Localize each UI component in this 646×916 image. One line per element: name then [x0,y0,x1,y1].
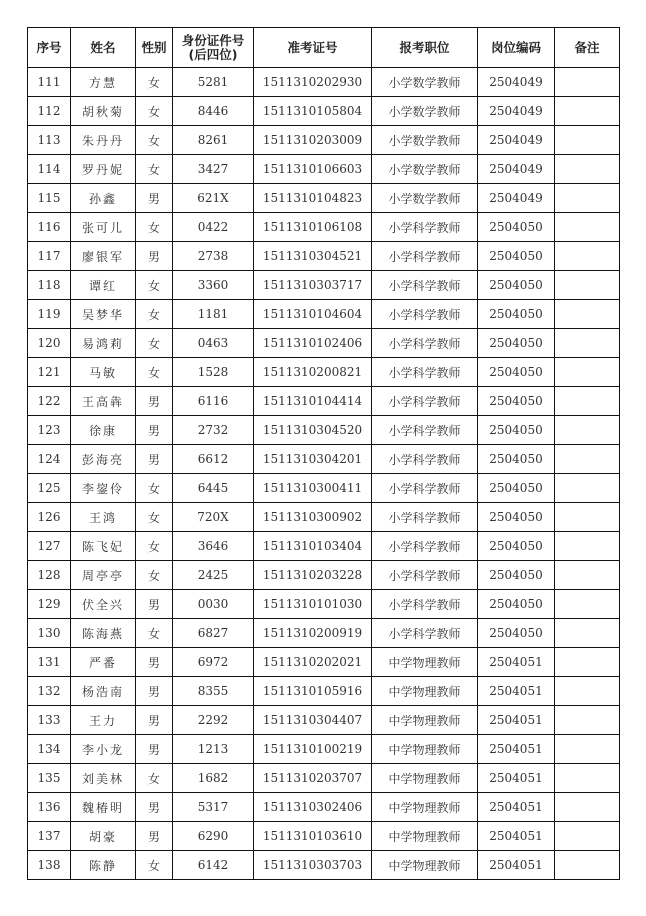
cell-exam-number: 1511310105804 [254,97,372,126]
cell-position: 小学科学教师 [372,271,478,300]
header-remarks: 备注 [555,28,620,68]
cell-id-last4: 2425 [173,561,254,590]
cell-exam-number: 1511310106108 [254,213,372,242]
cell-index: 128 [28,561,71,590]
cell-position-code: 2504050 [478,590,555,619]
table-row [28,416,620,445]
cell-id-last4: 3360 [173,271,254,300]
candidate-table [27,27,620,880]
table-row [28,213,620,242]
cell-id-last4: 8261 [173,126,254,155]
cell-name: 刘美林 [71,764,136,793]
cell-index: 124 [28,445,71,474]
cell-remarks [555,619,620,648]
table-row [28,155,620,184]
cell-exam-number: 1511310304201 [254,445,372,474]
cell-exam-number: 1511310100219 [254,735,372,764]
table-row [28,300,620,329]
cell-position: 小学科学教师 [372,561,478,590]
cell-exam-number: 1511310203707 [254,764,372,793]
cell-index: 131 [28,648,71,677]
cell-position-code: 2504051 [478,677,555,706]
cell-position-code: 2504051 [478,706,555,735]
table-row [28,822,620,851]
cell-exam-number: 1511310200821 [254,358,372,387]
cell-exam-number: 1511310104604 [254,300,372,329]
cell-gender: 男 [136,184,173,213]
cell-index: 115 [28,184,71,213]
cell-remarks [555,590,620,619]
cell-name: 陈海燕 [71,619,136,648]
cell-position: 小学科学教师 [372,213,478,242]
cell-position: 中学物理教师 [372,851,478,880]
cell-exam-number: 1511310302406 [254,793,372,822]
table-row [28,619,620,648]
cell-name: 朱丹丹 [71,126,136,155]
cell-position: 小学科学教师 [372,503,478,532]
cell-name: 陈飞妃 [71,532,136,561]
cell-position-code: 2504050 [478,387,555,416]
cell-gender: 男 [136,677,173,706]
cell-exam-number: 1511310203009 [254,126,372,155]
cell-position-code: 2504050 [478,445,555,474]
cell-exam-number: 1511310300902 [254,503,372,532]
table-row [28,532,620,561]
cell-index: 137 [28,822,71,851]
cell-index: 123 [28,416,71,445]
cell-position: 中学物理教师 [372,706,478,735]
table-row [28,764,620,793]
table-row [28,561,620,590]
cell-id-last4: 3427 [173,155,254,184]
cell-position: 中学物理教师 [372,793,478,822]
cell-id-last4: 6290 [173,822,254,851]
cell-name: 廖银军 [71,242,136,271]
cell-position-code: 2504050 [478,503,555,532]
cell-position: 小学科学教师 [372,619,478,648]
cell-remarks [555,822,620,851]
cell-gender: 女 [136,155,173,184]
cell-position-code: 2504050 [478,242,555,271]
cell-id-last4: 720X [173,503,254,532]
cell-id-last4: 2292 [173,706,254,735]
cell-index: 129 [28,590,71,619]
cell-position: 小学科学教师 [372,358,478,387]
table-row [28,68,620,97]
table-row [28,590,620,619]
cell-remarks [555,503,620,532]
cell-exam-number: 1511310304407 [254,706,372,735]
cell-exam-number: 1511310104823 [254,184,372,213]
cell-index: 119 [28,300,71,329]
cell-index: 111 [28,68,71,97]
cell-remarks [555,764,620,793]
cell-name: 胡秋菊 [71,97,136,126]
cell-remarks [555,329,620,358]
table-row [28,97,620,126]
cell-position-code: 2504051 [478,735,555,764]
cell-gender: 男 [136,793,173,822]
cell-gender: 男 [136,735,173,764]
cell-exam-number: 1511310304521 [254,242,372,271]
cell-position: 小学数学教师 [372,184,478,213]
cell-gender: 女 [136,68,173,97]
cell-position-code: 2504049 [478,155,555,184]
table-row [28,793,620,822]
header-position: 报考职位 [372,28,478,68]
table-row [28,503,620,532]
cell-remarks [555,387,620,416]
cell-name: 周亭亭 [71,561,136,590]
cell-name: 王鸿 [71,503,136,532]
cell-gender: 女 [136,851,173,880]
cell-gender: 女 [136,126,173,155]
cell-gender: 女 [136,358,173,387]
table-row [28,851,620,880]
cell-name: 谭红 [71,271,136,300]
cell-id-last4: 2732 [173,416,254,445]
cell-position: 小学数学教师 [372,155,478,184]
cell-remarks [555,242,620,271]
table-row [28,242,620,271]
table-row [28,648,620,677]
cell-exam-number: 1511310203228 [254,561,372,590]
cell-remarks [555,851,620,880]
cell-remarks [555,677,620,706]
cell-position-code: 2504050 [478,619,555,648]
cell-remarks [555,68,620,97]
cell-position-code: 2504050 [478,561,555,590]
cell-position: 小学数学教师 [372,126,478,155]
cell-index: 134 [28,735,71,764]
cell-exam-number: 1511310303717 [254,271,372,300]
cell-position: 小学科学教师 [372,445,478,474]
cell-id-last4: 6142 [173,851,254,880]
cell-id-last4: 6972 [173,648,254,677]
cell-name: 孙鑫 [71,184,136,213]
cell-position: 小学数学教师 [372,68,478,97]
cell-exam-number: 1511310202021 [254,648,372,677]
cell-id-last4: 8355 [173,677,254,706]
cell-index: 138 [28,851,71,880]
cell-position: 中学物理教师 [372,677,478,706]
cell-exam-number: 1511310304520 [254,416,372,445]
table-row [28,677,620,706]
cell-position-code: 2504050 [478,532,555,561]
cell-exam-number: 1511310303703 [254,851,372,880]
cell-exam-number: 1511310300411 [254,474,372,503]
cell-name: 易鸿莉 [71,329,136,358]
cell-position-code: 2504051 [478,764,555,793]
cell-remarks [555,358,620,387]
cell-index: 126 [28,503,71,532]
cell-position-code: 2504051 [478,793,555,822]
cell-position-code: 2504050 [478,358,555,387]
header-row [28,28,620,68]
cell-position: 小学科学教师 [372,300,478,329]
header-index: 序号 [28,28,71,68]
cell-name: 严番 [71,648,136,677]
cell-gender: 男 [136,706,173,735]
cell-position-code: 2504051 [478,851,555,880]
cell-id-last4: 8446 [173,97,254,126]
cell-name: 马敏 [71,358,136,387]
cell-gender: 女 [136,619,173,648]
table-row [28,184,620,213]
cell-name: 陈静 [71,851,136,880]
cell-name: 方慧 [71,68,136,97]
table-row [28,126,620,155]
cell-name: 伏全兴 [71,590,136,619]
cell-position-code: 2504050 [478,474,555,503]
cell-position-code: 2504049 [478,184,555,213]
cell-index: 136 [28,793,71,822]
cell-id-last4: 3646 [173,532,254,561]
cell-position: 小学科学教师 [372,474,478,503]
cell-position: 小学科学教师 [372,329,478,358]
cell-name: 张可儿 [71,213,136,242]
cell-gender: 女 [136,300,173,329]
cell-index: 122 [28,387,71,416]
header-gender: 性别 [136,28,173,68]
cell-index: 132 [28,677,71,706]
cell-id-last4: 1528 [173,358,254,387]
cell-position: 小学科学教师 [372,387,478,416]
cell-index: 121 [28,358,71,387]
cell-id-last4: 5281 [173,68,254,97]
cell-gender: 女 [136,213,173,242]
cell-exam-number: 1511310104414 [254,387,372,416]
cell-id-last4: 0463 [173,329,254,358]
cell-remarks [555,184,620,213]
cell-position: 小学科学教师 [372,532,478,561]
cell-gender: 女 [136,764,173,793]
header-exam-number: 准考证号 [254,28,372,68]
table-row [28,445,620,474]
cell-name: 魏椿明 [71,793,136,822]
cell-position-code: 2504050 [478,416,555,445]
cell-index: 112 [28,97,71,126]
cell-name: 彭海亮 [71,445,136,474]
cell-gender: 女 [136,474,173,503]
cell-position-code: 2504050 [478,329,555,358]
cell-index: 116 [28,213,71,242]
cell-exam-number: 1511310101030 [254,590,372,619]
cell-index: 127 [28,532,71,561]
cell-exam-number: 1511310105916 [254,677,372,706]
cell-position: 小学数学教师 [372,97,478,126]
table-row [28,735,620,764]
cell-gender: 女 [136,271,173,300]
cell-remarks [555,213,620,242]
cell-id-last4: 0422 [173,213,254,242]
cell-name: 胡豪 [71,822,136,851]
cell-index: 118 [28,271,71,300]
cell-remarks [555,155,620,184]
cell-exam-number: 1511310102406 [254,329,372,358]
cell-id-last4: 1213 [173,735,254,764]
cell-id-last4: 0030 [173,590,254,619]
cell-remarks [555,271,620,300]
cell-position: 中学物理教师 [372,764,478,793]
cell-remarks [555,445,620,474]
cell-index: 125 [28,474,71,503]
cell-index: 135 [28,764,71,793]
table-row [28,387,620,416]
cell-index: 113 [28,126,71,155]
cell-gender: 男 [136,242,173,271]
cell-id-last4: 621X [173,184,254,213]
cell-position-code: 2504051 [478,822,555,851]
cell-exam-number: 1511310200919 [254,619,372,648]
table-row [28,358,620,387]
cell-exam-number: 1511310106603 [254,155,372,184]
cell-id-last4: 6612 [173,445,254,474]
cell-gender: 男 [136,590,173,619]
cell-remarks [555,416,620,445]
table-row [28,329,620,358]
cell-remarks [555,735,620,764]
cell-position: 小学科学教师 [372,590,478,619]
cell-remarks [555,706,620,735]
cell-remarks [555,532,620,561]
cell-gender: 女 [136,503,173,532]
cell-gender: 女 [136,97,173,126]
table-row [28,271,620,300]
table-row [28,706,620,735]
cell-gender: 男 [136,822,173,851]
cell-position: 小学科学教师 [372,242,478,271]
cell-id-last4: 1682 [173,764,254,793]
cell-exam-number: 1511310202930 [254,68,372,97]
cell-name: 吴梦华 [71,300,136,329]
cell-exam-number: 1511310103610 [254,822,372,851]
cell-name: 杨浩南 [71,677,136,706]
cell-index: 114 [28,155,71,184]
cell-id-last4: 2738 [173,242,254,271]
table-row [28,474,620,503]
header-position-code: 岗位编码 [478,28,555,68]
header-id-last4: 身份证件号 (后四位) [173,28,254,68]
cell-index: 133 [28,706,71,735]
cell-position: 中学物理教师 [372,648,478,677]
cell-position-code: 2504049 [478,126,555,155]
cell-remarks [555,648,620,677]
cell-gender: 男 [136,387,173,416]
cell-remarks [555,300,620,329]
cell-position-code: 2504051 [478,648,555,677]
cell-position-code: 2504050 [478,271,555,300]
cell-name: 罗丹妮 [71,155,136,184]
cell-remarks [555,126,620,155]
cell-remarks [555,561,620,590]
cell-position: 中学物理教师 [372,822,478,851]
cell-name: 王高犇 [71,387,136,416]
cell-gender: 男 [136,445,173,474]
cell-id-last4: 6827 [173,619,254,648]
cell-position: 中学物理教师 [372,735,478,764]
cell-position-code: 2504049 [478,68,555,97]
cell-id-last4: 6116 [173,387,254,416]
cell-remarks [555,97,620,126]
cell-gender: 女 [136,532,173,561]
cell-gender: 女 [136,329,173,358]
cell-remarks [555,474,620,503]
cell-id-last4: 6445 [173,474,254,503]
cell-remarks [555,793,620,822]
cell-position-code: 2504050 [478,300,555,329]
cell-position: 小学科学教师 [372,416,478,445]
cell-name: 李鋆伶 [71,474,136,503]
cell-name: 李小龙 [71,735,136,764]
cell-index: 120 [28,329,71,358]
cell-gender: 男 [136,416,173,445]
cell-name: 王力 [71,706,136,735]
cell-exam-number: 1511310103404 [254,532,372,561]
cell-gender: 女 [136,561,173,590]
header-name: 姓名 [71,28,136,68]
cell-position-code: 2504050 [478,213,555,242]
cell-name: 徐康 [71,416,136,445]
cell-id-last4: 5317 [173,793,254,822]
cell-id-last4: 1181 [173,300,254,329]
cell-position-code: 2504049 [478,97,555,126]
cell-gender: 男 [136,648,173,677]
cell-index: 130 [28,619,71,648]
cell-index: 117 [28,242,71,271]
